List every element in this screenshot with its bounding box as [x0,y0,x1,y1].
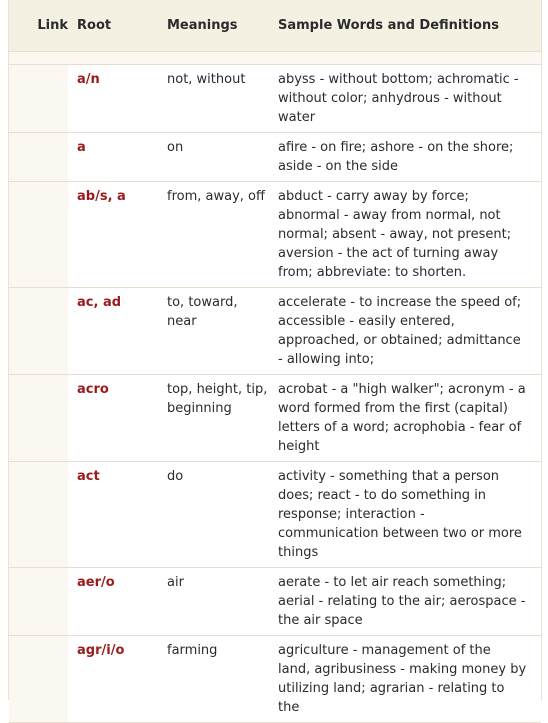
table-row [9,462,541,568]
root-cell: ac, ad [68,288,158,375]
root-cell: acro [68,375,158,462]
meaning-cell: farming [158,636,269,723]
link-cell [9,288,68,375]
table-row [9,288,541,375]
link-cell [9,65,68,133]
meaning-cell: top, height, tip, beginning [158,375,269,462]
samples-cell: activity - something that a person does; react - to do something in response; interaction - communication between two or more things [269,462,541,568]
root-cell: ab/s, a [68,182,158,288]
samples-cell: abduct - carry away by force; abnormal - away from normal, not normal; absent - away, not present; aversion - the act of turning away from; abbreviate: to shorten. [269,182,541,288]
column-header-meanings[interactable]: Meanings [158,0,269,52]
header-spacer [9,52,541,65]
table-row [9,568,541,636]
samples-cell: acrobat - a "high walker"; acronym - a word formed from the first (capital) letters of a word; acrophobia - fear of height [269,375,541,462]
header-spacer-row [9,52,541,65]
samples-cell: aerate - to let air reach something; aerial - relating to the air; aerospace - the air space [269,568,541,636]
meaning-cell: air [158,568,269,636]
table-header-row [9,0,541,52]
meaning-cell: not, without [158,65,269,133]
root-cell: a [68,133,158,182]
link-cell [9,636,68,723]
root-cell: act [68,462,158,568]
table-row [9,636,541,723]
meaning-cell: to, toward, near [158,288,269,375]
root-cell: a/n [68,65,158,133]
column-header-samples[interactable]: Sample Words and Definitions [269,0,541,52]
link-cell [9,462,68,568]
samples-cell: afire - on fire; ashore - on the shore; aside - on the side [269,133,541,182]
link-cell [9,133,68,182]
column-header-link[interactable]: Link [9,0,68,52]
samples-cell: agriculture - management of the land, agribusiness - making money by utilizing land; agrarian - relating to the [269,636,541,723]
samples-cell: abyss - without bottom; achromatic - without color; anhydrous - without water [269,65,541,133]
root-cell: aer/o [68,568,158,636]
link-cell [9,375,68,462]
table-row [9,65,541,133]
samples-cell: accelerate - to increase the speed of; accessible - easily entered, approached, or obtained; admittance - allowing into; [269,288,541,375]
meaning-cell: do [158,462,269,568]
roots-table [9,0,541,723]
link-cell [9,568,68,636]
table-row [9,133,541,182]
link-cell [9,182,68,288]
roots-table-panel [8,0,542,715]
table-row [9,182,541,288]
root-cell: agr/i/o [68,636,158,723]
meaning-cell: on [158,133,269,182]
column-header-root[interactable]: Root [68,0,158,52]
meaning-cell: from, away, off [158,182,269,288]
table-row [9,375,541,462]
